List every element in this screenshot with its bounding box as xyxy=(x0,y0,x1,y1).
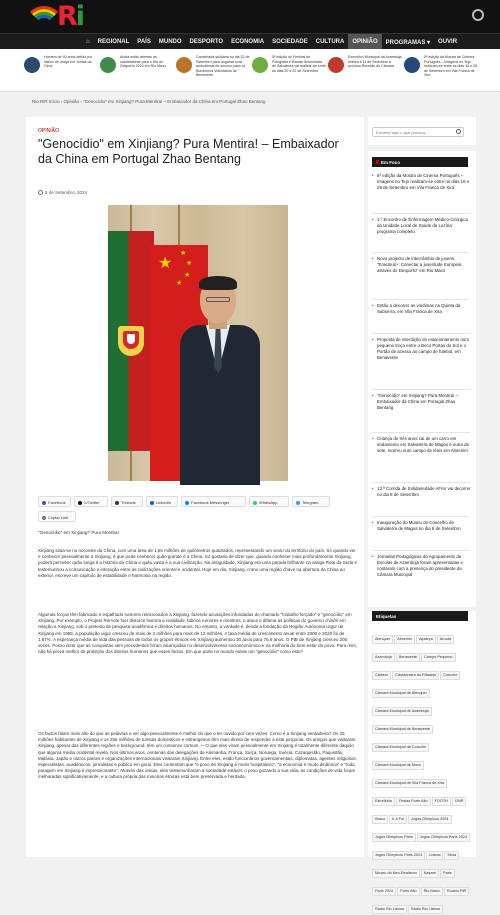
ticker-item[interactable] xyxy=(24,55,96,87)
ticker-item[interactable] xyxy=(328,55,400,87)
ambassador-glasses xyxy=(206,297,230,302)
nav-ouvir[interactable]: OUVIR xyxy=(438,39,458,45)
facebook-icon xyxy=(42,501,46,505)
tag-link[interactable]: Festas Forte Alto xyxy=(396,797,431,806)
divider xyxy=(372,252,470,253)
tag-link[interactable]: FOOTH xyxy=(432,797,451,806)
tag-link[interactable]: Câmara Municipal de Azambuja xyxy=(372,707,432,716)
search-widget xyxy=(368,117,476,145)
search-icon[interactable] xyxy=(456,129,461,134)
nav-mundo[interactable]: MUNDO xyxy=(158,39,182,45)
tag-link[interactable]: Nazaré xyxy=(421,869,439,878)
flag-star: ★ xyxy=(180,250,187,257)
tag-link[interactable]: Câmara Municipal de Mora xyxy=(372,761,424,770)
share-label: Facebook Messenger xyxy=(191,500,230,505)
search-icon[interactable] xyxy=(472,9,484,21)
share-messenger-button[interactable] xyxy=(181,496,246,507)
flag-star: ★ xyxy=(176,280,183,287)
telegram-icon xyxy=(296,501,300,505)
flag-star: ★ xyxy=(158,255,173,272)
share-whatsapp-button[interactable] xyxy=(249,496,289,507)
recent-news-item[interactable]: • 5ª edição da Mostra de Cinema Português – Imagens no Tejo realizam-se entre os dias 16 e 28 de Setembro em Vila Franca de Xira xyxy=(372,173,472,191)
whatsapp-icon xyxy=(253,501,257,505)
ticker-title: Executivo Municipal da Azambuja realiza a 11 de Setembro a próxima Reunião de Câmara xyxy=(348,55,402,69)
tag-link[interactable]: GNR xyxy=(452,797,466,806)
ticker-thumbnail xyxy=(328,57,344,73)
tag-link[interactable]: Estrelinha xyxy=(372,797,395,806)
article-photo xyxy=(108,205,288,481)
divider xyxy=(372,333,470,334)
share-label: Copiar Link xyxy=(48,515,69,520)
divider xyxy=(372,213,470,214)
share-label: Facebook xyxy=(48,500,66,505)
ticker-title: Caminhada solidária no dia 22 de Setembro para angariar uma ambulância de socorro para os Bombeiros Voluntários de Benavente xyxy=(196,55,250,78)
tag-cloud xyxy=(372,627,472,915)
nav-desporto[interactable]: DESPORTO xyxy=(189,39,224,45)
recent-news-item[interactable]: • 1.º Encontro de Enfermagem Médico-Cirúrgica da Unidade Local de Saúde da Lezíria: programa completo xyxy=(372,217,472,235)
article-paragraph: Os factos falam mais alto do que as palavras e ver algo pessoalmente é melhor do que o ter ouvido por cem vezes. Como é a Xinjiang verdadeira? Os 25 milhões habitantes de Xinjiang e os 255 milhões de turistas domésticos e estrangeiros têm mais direito de responder a esta pergunta. Os amigos que visitaram Xinjiang, apesar das diferentes regiões e background, têm um consenso comum — O que eles viram pessoalmente em Xinjiang é totalmente diferente daquilo que alguma média ocidental revela. Nos últimos anos, centenas das delegações de Alemanha, França, Suíça, Noruega, Suécia, Cazaquistão, Paquistão, Malásia, Japão e outros países e organizações internacionais visitaram Xinjiang. Entre eles, estão funcionários governamentais, diplomatas, agentes religiosos, especialistas, académicos, jornalistas e público em geral. Eles comentam que "o povo de Xinjiang é muito hospitaleiro", "a economia é muito dinâmica" e "toda paragem em Xinjiang é impressionante". Através das visitas, eles testemunharam a sociedade estável, o povo gozando a sua vida, as condições de vida foram melhoradas significativamente, e a cultura própria das minorias étnicas está bem preservada e herdada. xyxy=(38,731,357,780)
recent-news-item[interactable]: • Estão a decorrer as vindimas na Quinta da Subserra, em Vila Franca de Xira xyxy=(372,303,472,315)
ticker-thumbnail xyxy=(252,57,268,73)
tag-link[interactable]: Alpiarça xyxy=(416,635,436,644)
main-nav xyxy=(0,33,500,49)
recent-news-item[interactable]: • "Genocídio" em Xinjiang? Pura Mentira! – Embaixador da China em Portugal Zhao Bentang xyxy=(372,393,472,411)
nav-pais[interactable]: PAÍS xyxy=(137,39,151,45)
nav-sociedade[interactable]: SOCIEDADE xyxy=(272,39,308,45)
share-threads-button[interactable] xyxy=(111,496,143,507)
nav-cultura[interactable]: CULTURA xyxy=(315,39,345,45)
article-title: "Genocídio" em Xinjiang? Pura Mentira! – Embaixador da China em Portugal Zhao Bentang xyxy=(38,137,339,166)
divider xyxy=(372,389,470,390)
header-accent xyxy=(376,160,379,164)
ticker-item[interactable] xyxy=(252,55,324,87)
threads-icon xyxy=(115,501,119,505)
share-linkedin-button[interactable] xyxy=(146,496,178,507)
home-icon[interactable]: ⌂ xyxy=(86,39,90,45)
tags-header xyxy=(372,611,468,621)
sidebar xyxy=(368,117,476,911)
tag-link[interactable]: Paris xyxy=(440,869,455,878)
tag-link[interactable]: Paris 2024 xyxy=(372,887,396,896)
ticker-title: 5ª edição do Festival de Fotografia e Banda Desenhada de Salvaterra vai realizar-se entre os dias 20 e 22 de Setembro xyxy=(272,55,326,73)
recent-news-item[interactable]: • Novo projecto de intercâmbio de jovens, "Erasmus+: Conectar a juventude Europeia através do Desporto" em Rio Maior xyxy=(372,256,472,274)
nav-items xyxy=(86,34,461,50)
site-logo[interactable] xyxy=(24,3,88,30)
nav-programas[interactable]: PROGRAMAS ▾ xyxy=(385,40,431,46)
share-label: Threads xyxy=(121,500,136,505)
ticker-item[interactable] xyxy=(404,55,476,87)
recent-news-header-text: Em Foco xyxy=(381,159,401,165)
copy-link-button[interactable] xyxy=(38,511,76,522)
ticker-title: 5ª edição da Mostra de Cinema Português – Imagens no Tejo realizam-se entre os dias 16 e 28 de Setembro em Vila Franca de Xira xyxy=(424,55,478,78)
x-icon xyxy=(78,501,82,505)
tag-link[interactable]: Lisboa xyxy=(426,851,443,860)
recent-news-item[interactable]: • Criança de três anos cai de um carro em andamento em Salvaterra de Magos e outra de sete, morreu num campo de ténis em Almeirim xyxy=(372,436,472,454)
ticker-thumbnail xyxy=(24,57,40,73)
tag-link[interactable]: Castanheira do Ribatejo xyxy=(392,671,439,680)
flag-star: ★ xyxy=(184,272,191,279)
share-twitter-button[interactable] xyxy=(74,496,108,507)
share-label: X/Twitter xyxy=(84,500,100,505)
ticker-thumbnail xyxy=(176,57,192,73)
divider xyxy=(372,482,470,483)
share-facebook-button[interactable] xyxy=(38,496,71,507)
tag-link[interactable]: Rádio Rio Lisboa xyxy=(372,905,407,914)
tag-link[interactable]: Benavente xyxy=(396,653,420,662)
ticker-thumbnail xyxy=(404,57,420,73)
tag-link[interactable]: Câmara Municipal de Benavente xyxy=(372,725,433,734)
tag-link[interactable]: Jogos Olímpicos 2024 xyxy=(408,815,452,824)
tag-link[interactable]: Alenquer xyxy=(372,635,393,644)
recent-news-item[interactable]: • Jornadas Pedagógicas do Agrupamento de Escolas de Azambuja foram apresentadas e contaram com a presença do presidente da Câmara Municipal xyxy=(372,554,472,578)
tag-link[interactable]: Cartaxo xyxy=(372,671,391,680)
tag-link[interactable]: Rádio Rio Lisboa xyxy=(408,905,443,914)
share-label: WhatsApp xyxy=(259,500,278,505)
divider xyxy=(372,516,470,517)
share-label: Telegram xyxy=(302,500,319,505)
logo-letter-i: i xyxy=(75,1,84,32)
tag-link[interactable]: Almeirim xyxy=(394,635,415,644)
nav-regional[interactable]: REGIONAL xyxy=(97,39,130,45)
tag-link[interactable]: Rodeio RiR xyxy=(444,887,469,896)
divider xyxy=(372,550,470,551)
linkedin-icon xyxy=(150,501,154,505)
portugal-shield xyxy=(118,326,144,356)
recent-news-item[interactable]: • Proposta de interdição do estacionamento num pequeno troço entre o Beco Portas do Sol e o Portão de acesso ao campo de futebol, em Benavente xyxy=(372,337,472,361)
article-date-text: 5 de Setembro, 2024 xyxy=(45,190,88,195)
tag-link[interactable]: Arruda xyxy=(437,635,454,644)
article-date xyxy=(38,190,87,195)
recent-news-widget xyxy=(368,151,476,607)
recent-news-header xyxy=(372,157,468,167)
article-paragraph: Xinjiang situa-se no noroeste da China, com uma área de 1,66 milhões de quilómetros quadrados, representando um sexto do território do país. Só quando ver e conhecer pessoalmente a Xinjiang, é que pode conhecer quão grande é a China. Só gostaria de dizer que, quando conhecer mais profundamente Xinjiang, poderá perceber quão longa é a história da China e quão vasta é a sua civilização. Na antiguidade, Xinjiang era uma parada brilhante na antiga Rota da Seda e testemunhou a comunicação e interação entre as civilizações oriental e ocidental. Hoje em dia, Xinjiang, como uma região chave na abertura da China ao exterior, escreve um capítulo de estabilidade e harmonia na região. xyxy=(38,548,357,578)
ticker-item[interactable] xyxy=(176,55,248,87)
ticker-title: Homem de 40 anos detido por tráfico de droga em Juntas da Cima xyxy=(44,55,93,69)
tag-link[interactable]: Jogos Olímpicos Paris 2024 xyxy=(417,833,470,842)
tag-link[interactable]: Rio Maior xyxy=(421,887,443,896)
tag-link[interactable]: Campo Pequeno xyxy=(421,653,456,662)
article-category[interactable]: OPINIÃO xyxy=(38,128,59,134)
tag-link[interactable]: Coruche xyxy=(440,671,460,680)
recent-news-item[interactable]: • 13.ª Corrida de Solidariedade AFAV vai decorrer no dia 8 de Setembro xyxy=(372,486,472,498)
divider xyxy=(372,432,470,433)
tag-link[interactable]: Ir à Foi xyxy=(389,815,407,824)
news-ticker xyxy=(0,49,500,92)
ticker-item[interactable] xyxy=(100,55,172,87)
top-bar xyxy=(0,0,500,33)
share-label: LinkedIn xyxy=(156,500,172,505)
tag-link[interactable]: Porto Alto xyxy=(397,887,419,896)
divider xyxy=(372,299,470,300)
ticker-title: Ainda estão abertas as candidaturas para o Dia do Desporto 2024 em Rio Maior xyxy=(120,55,166,69)
portugal-flag xyxy=(108,231,154,451)
messenger-icon xyxy=(185,501,189,505)
logo-letter-r: R xyxy=(57,1,76,32)
ambassador-hair xyxy=(199,276,237,290)
tag-link[interactable]: Museu do Neo-Realismo xyxy=(372,869,420,878)
tag-link[interactable]: Câmara Municipal de Alenquer xyxy=(372,689,430,698)
sidebar-search-input[interactable] xyxy=(372,127,464,137)
tag-link[interactable]: Câmara Municipal de Vila Franca de Xira xyxy=(372,779,447,788)
flag-star: ★ xyxy=(186,260,193,267)
ticker-thumbnail xyxy=(100,57,116,73)
tag-link[interactable]: Câmara Municipal de Coruche xyxy=(372,743,429,752)
tag-link[interactable]: Mora xyxy=(444,851,459,860)
share-telegram-button[interactable] xyxy=(292,496,330,507)
tag-link[interactable]: Jogos Olímpicos Paris xyxy=(372,833,416,842)
nav-opiniao[interactable]: OPINIÃO xyxy=(348,34,381,50)
article-caption: "Genocídio" em Xinjiang? Pura Mentira! xyxy=(38,530,119,535)
tag-link[interactable]: Ilhavo xyxy=(372,815,388,824)
recent-news-item[interactable]: • Inauguração do Museu do Concelho de Salvaterra de Magos no dia 8 de Setembro xyxy=(372,520,472,532)
tag-link[interactable]: Azambuja xyxy=(372,653,395,662)
article-paragraph: Algumas forças têm fabricado e espalhado rumores relacionados a Xinjiang, fazendo acusações infundadas do chamado "trabalho forçado" e "genocídio" em Xinjiang. Por exemplo, o Projeto Remote fuer distorce história e realidade, fabrica rumores e mentiras, e ataca e difama as políticas do governo chinês em relação a Xinjiang, sob o pretexto de pesquisa acadêmica e direitos humanos. No entanto, a verdade é, desde a fundação da Região Autónoma Uigur de Xinjiang em 1955, a população uigur cresceu de mais de 2 milhões para mais de 12 milhões. A taxa média de crescimento anual entre 2000 e 2020 foi de 1,67%. A esperança média de vida das pessoas de todos os grupos étnicos em Xinjiang aumentou 30 anos para 75,6 anos. O PIB de Xinjiang cresceu 200 vezes. Posso dizer que as conquistas sem precedentes foram alcançadas no desenvolvimento socioeconómico e na melhoria do bem-estar do povo. Para mim, não há prova melhor de proteção dos direitos humanos que esses factos. Em que parte no mundo existe um "genocídio" como este? xyxy=(38,612,358,655)
link-icon xyxy=(42,516,46,520)
article xyxy=(26,117,364,857)
nav-economia[interactable]: ECONOMIA xyxy=(231,39,265,45)
tags-header-text: Etiquetas xyxy=(376,613,397,619)
clock-icon xyxy=(38,190,43,195)
breadcrumb[interactable]: Rio RiR Início › Opinião › "Genocídio" em Xinjiang? Pura Mentira! – Embaixador da China em Portugal Zhao Bentang xyxy=(32,99,266,104)
tag-link[interactable]: Jogos Olímpicos Paris 2024 xyxy=(372,851,425,860)
